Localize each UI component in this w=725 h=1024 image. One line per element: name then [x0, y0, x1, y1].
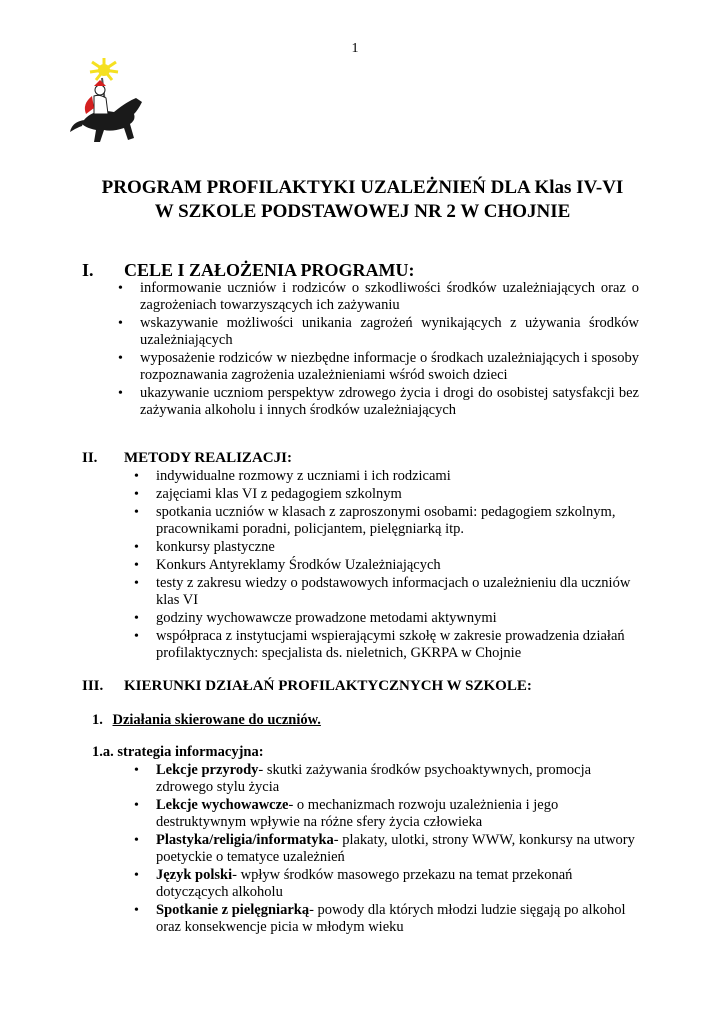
subsection-1a-title: 1.a. strategia informacyjna:: [92, 744, 264, 760]
list-item: • wyposażenie rodziców w niezbędne informacje o środkach uzależniających i sposoby rozpoznawania zagrożenia uzależnieniami wśród swoich dzieci: [118, 350, 639, 383]
bullet-icon: •: [134, 868, 139, 883]
list-item: • współpraca z instytucjami wspierającymi szkołę w zakresie prowadzenia działań profilaktycznych: specjalista ds. nieletnich, GKRPA w Chojnie: [134, 628, 625, 661]
subsection-1-heading: [92, 712, 321, 729]
document-title-line1: PROGRAM PROFILAKTYKI UZALEŻNIEŃ DLA Klas IV-VI: [101, 177, 624, 198]
section-3-numeral: III.: [82, 678, 104, 694]
list-item: • testy z zakresu wiedzy o podstawowych informacjach o uzależnieniu dla uczniów klas VI: [134, 575, 631, 608]
bullet-icon: •: [134, 558, 139, 573]
bullet-icon: •: [134, 505, 139, 520]
section-3-list: [130, 762, 640, 937]
subsection-1-number: 1.: [92, 712, 103, 728]
bullet-icon: •: [134, 629, 139, 644]
bullet-icon: •: [118, 351, 123, 366]
list-item: • Plastyka/religia/informatyka- plakaty, ulotki, strony WWW, konkursy na utwory poetyckie o tematyce uzależnień: [134, 832, 635, 865]
section-1-list: [114, 280, 639, 420]
bullet-icon: •: [134, 763, 139, 778]
list-item: • spotkania uczniów w klasach z zaproszonymi osobami: pedagogiem szkolnym, pracownikami poradni, policjantem, pielęgniarką itp.: [134, 504, 616, 537]
bullet-icon: •: [118, 316, 123, 331]
list-item: • ukazywanie uczniom perspektyw zdrowego życia i drogi do osobistej satysfakcji bez zażywania alkoholu i innych środków uzależniających: [118, 385, 639, 418]
list-item: • informowanie uczniów i rodziców o szkodliwości środków uzależniających oraz o zagrożeniach towarzyszących ich zażywaniu: [118, 280, 639, 313]
section-1-title: CELE I ZAŁOŻENIA PROGRAMU:: [124, 260, 415, 280]
list-item: • wskazywanie możliwości unikania zagrożeń wynikających z używania środków uzależniających: [118, 315, 639, 348]
bullet-icon: •: [118, 281, 123, 296]
list-item: • godziny wychowawcze prowadzone metodami aktywnymi: [134, 610, 497, 626]
knight-on-horse-logo: [64, 58, 160, 158]
bullet-icon: •: [134, 611, 139, 626]
bullet-icon: •: [118, 386, 123, 401]
bullet-icon: •: [134, 903, 139, 918]
section-1-numeral: I.: [82, 260, 94, 280]
section-2-numeral: II.: [82, 450, 98, 466]
bullet-icon: •: [134, 576, 139, 591]
list-item: • Lekcje wychowawcze- o mechanizmach rozwoju uzależnienia i jego destruktywnym wpływie na różne sfery życia człowieka: [134, 797, 559, 830]
list-item: • indywidualne rozmowy z uczniami i ich rodzicami: [134, 468, 451, 484]
section-2-list: [130, 468, 640, 663]
subsection-1-title: Działania skierowane do uczniów.: [112, 712, 321, 728]
list-item: • Konkurs Antyreklamy Środków Uzależniających: [134, 557, 441, 573]
page-number: 1: [351, 41, 359, 56]
bullet-icon: •: [134, 540, 139, 555]
bullet-icon: •: [134, 469, 139, 484]
section-3-title: KIERUNKI DZIAŁAŃ PROFILAKTYCZNYCH W SZKOLE:: [124, 678, 532, 694]
document-title-line2: W SZKOLE PODSTAWOWEJ NR 2 W CHOJNIE: [154, 201, 571, 222]
bullet-icon: •: [134, 798, 139, 813]
list-item: • Lekcje przyrody- skutki zażywania środków psychoaktywnych, promocja zdrowego stylu życia: [134, 762, 592, 795]
bullet-icon: •: [134, 487, 139, 502]
bullet-icon: •: [134, 833, 139, 848]
list-item: • Język polski- wpływ środków masowego przekazu na temat przekonań dotyczących alkoholu: [134, 867, 573, 900]
list-item: • konkursy plastyczne: [134, 539, 275, 555]
list-item: • zajęciami klas VI z pedagogiem szkolnym: [134, 486, 402, 502]
section-2-title: METODY REALIZACJI:: [124, 450, 292, 466]
list-item: • Spotkanie z pielęgniarką- powody dla których młodzi ludzie sięgają po alkohol oraz konsekwencje picia w młodym wieku: [134, 902, 626, 935]
